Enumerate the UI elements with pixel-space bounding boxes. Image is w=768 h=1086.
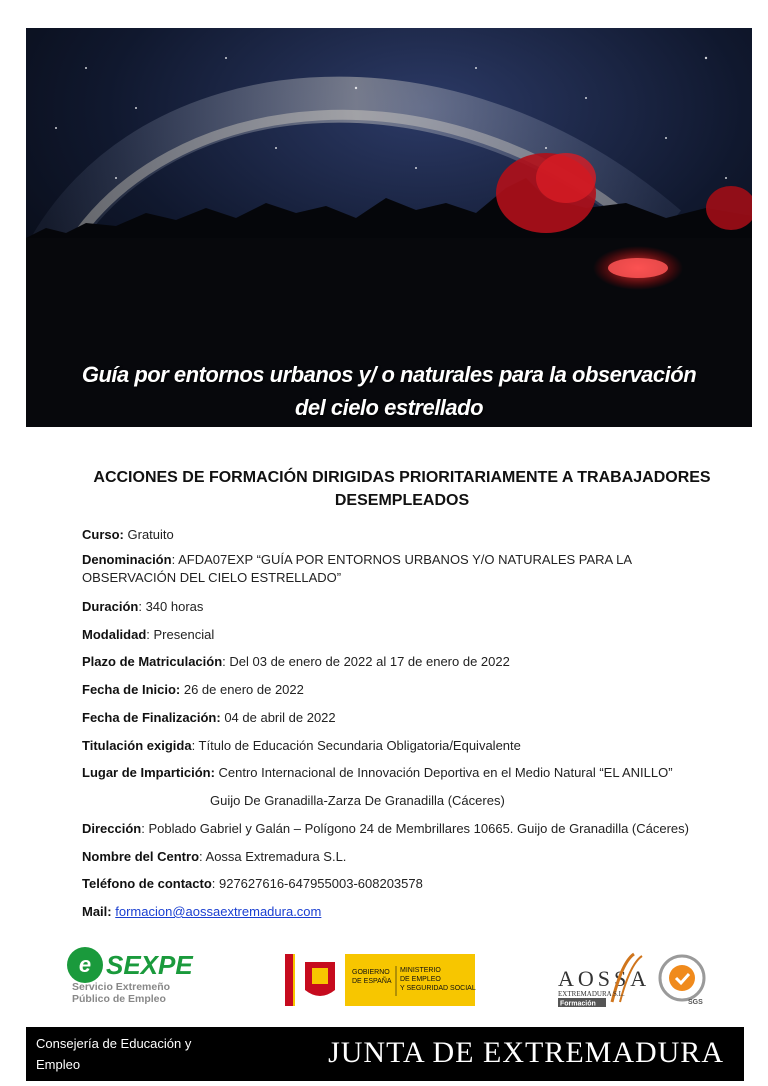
field-value: 26 de enero de 2022 — [180, 682, 304, 697]
section-heading — [60, 466, 744, 512]
field-value: Guijo De Granadilla-Zarza De Granadilla (Cáceres) — [210, 793, 505, 808]
eu-flag-stripe — [285, 954, 293, 1006]
field-value: : 927627616-647955003-608203578 — [211, 876, 423, 891]
aossa-logo — [558, 954, 650, 1008]
field-telefono — [82, 875, 423, 893]
field-duracion — [82, 598, 203, 616]
svg-text:e: e — [78, 952, 92, 977]
field-label: Lugar de Impartición: — [82, 765, 215, 780]
field-centro — [82, 848, 346, 866]
field-plazo — [82, 653, 510, 671]
field-value: Centro Internacional de Innovación Deportiva en el Medio Natural “EL ANILLO” — [214, 765, 673, 780]
field-value: Gratuito — [123, 527, 174, 542]
field-label: Curso: — [82, 527, 124, 542]
sponsor-logos — [0, 940, 768, 1020]
field-lugar — [82, 764, 673, 782]
field-value: : 340 horas — [138, 599, 204, 614]
field-label: Denominación — [82, 552, 172, 567]
ministerio-line1: MINISTERIO — [400, 967, 441, 974]
aossa-sub: EXTREMADURA S.L. — [558, 990, 625, 998]
field-label: Fecha de Finalización: — [82, 710, 221, 725]
junta-extremadura: JUNTA DE EXTREMADURA — [328, 1036, 724, 1069]
field-label: Duración — [82, 599, 139, 614]
mail-link[interactable]: formacion@aossaextremadura.com — [115, 904, 322, 919]
course-title-line2: del cielo estrellado — [294, 395, 484, 420]
field-value: : Del 03 de enero de 2022 al 17 de enero de 2022 — [222, 654, 510, 669]
field-mail — [82, 903, 321, 921]
sexpe-logo — [67, 947, 193, 1005]
field-label: Dirección — [82, 821, 142, 836]
field-value: : Aossa Extremadura S.L. — [199, 849, 347, 864]
field-label: Titulación exigida — [82, 738, 192, 753]
course-title-line1: Guía por entornos urbanos y/ o naturales para la observación — [81, 362, 697, 387]
ministerio-line2: DE EMPLEO — [400, 976, 441, 983]
sgs-certification-logo — [660, 956, 704, 1006]
field-label: Modalidad — [82, 627, 147, 642]
hero-banner — [26, 28, 752, 427]
gobierno-logo — [285, 954, 476, 1006]
field-value: 04 de abril de 2022 — [220, 710, 336, 725]
aossa-formacion: Formación — [560, 1000, 596, 1008]
section-heading-line1: ACCIONES DE FORMACIÓN DIRIGIDAS PRIORITARIAMENTE A TRABAJADORES — [93, 469, 711, 486]
field-fecha-inicio — [82, 681, 304, 699]
field-label: Mail: — [82, 904, 112, 919]
field-fecha-finalizacion — [82, 709, 336, 727]
field-label: Fecha de Inicio: — [82, 682, 181, 697]
field-label: Plazo de Matriculación — [82, 654, 223, 669]
field-curso — [82, 526, 174, 544]
field-label: Teléfono de contacto — [82, 876, 212, 891]
footer-bar — [26, 1027, 744, 1081]
consejeria — [36, 1033, 191, 1075]
field-value: : Título de Educación Secundaria Obligatoria/Equivalente — [191, 738, 521, 753]
section-heading-line2: DESEMPLEADOS — [334, 492, 470, 509]
gobierno-line1: GOBIERNO — [352, 969, 390, 976]
field-lugar-line2 — [210, 792, 505, 810]
field-modalidad — [82, 626, 214, 644]
field-titulacion — [82, 737, 521, 755]
field-value: : AFDA07EXP “GUÍA POR ENTORNOS URBANOS Y/O NATURALES PARA LA OBSERVACIÓN DEL CIELO ESTRELLADO” — [82, 552, 632, 585]
consejeria-line1: Consejería de Educación y — [36, 1036, 192, 1051]
field-value: : Presencial — [146, 627, 215, 642]
course-title — [26, 358, 752, 424]
field-denominacion — [82, 551, 722, 587]
sexpe-sub2: Público de Empleo — [72, 993, 166, 1005]
sgs-label: SGS — [688, 999, 703, 1006]
consejeria-line2: Empleo — [36, 1057, 81, 1072]
gobierno-line2: DE ESPAÑA — [352, 978, 392, 985]
sexpe-name: SEXPE — [106, 950, 193, 980]
field-direccion — [82, 820, 689, 838]
aossa-name: AOSSA — [558, 966, 651, 991]
field-value: : Poblado Gabriel y Galán – Polígono 24 de Membrillares 10665. Guijo de Granadilla (Cáceres) — [141, 821, 689, 836]
ministerio-line3: Y SEGURIDAD SOCIAL — [400, 985, 476, 992]
field-label: Nombre del Centro — [82, 849, 200, 864]
sexpe-sub1: Servicio Extremeño — [72, 981, 171, 993]
